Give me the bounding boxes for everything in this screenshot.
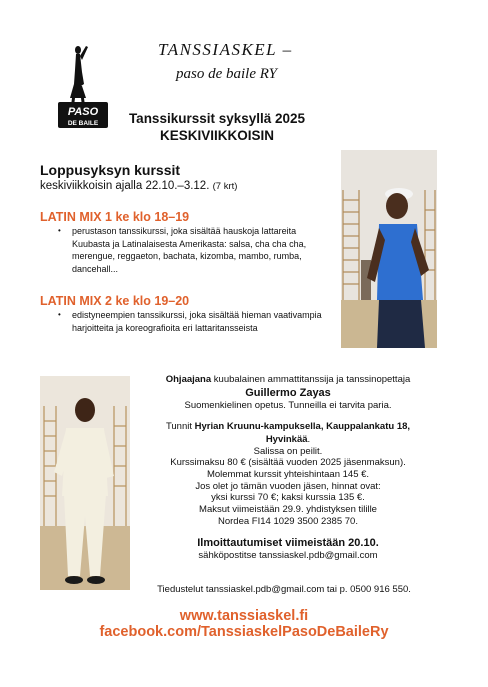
fee-line-4: yksi kurssi 70 €; kaksi kurssia 135 €. [211,492,365,504]
fee-info [148,457,428,528]
instructor-photo-white-suit [40,376,130,590]
teacher-intro-line [148,374,428,387]
fee-line-2: Molemmat kurssit yhteishintaan 145 €. [206,468,370,480]
teacher-language-note: Suomenkielinen opetus. Tunneilla ei tarvita paria. [184,399,392,411]
main-heading-line1: Tanssikurssit syksyllä 2025 [128,111,306,126]
main-heading [122,110,312,144]
svg-text:PASO: PASO [67,106,99,118]
venue-line [148,421,428,446]
facebook-link[interactable]: facebook.com/TanssiaskelPasoDeBaileRy [99,624,389,640]
venue-suffix: . [307,433,311,445]
course-1-description [58,225,334,275]
venue-prefix: Tunnit [165,421,195,432]
organization-title: TANSSIASKEL – [158,40,293,59]
course-1-title: LATIN MIX 1 ke klo 18–19 [40,210,190,224]
course-1-description-text: perustason tanssikurssi, joka sisältää hauskoja lattareita Kuubasta ja Latinalaisesta Amerikasta: salsa, cha cha cha, merengue, reggaeton, bachata, kizomba, mambo, rumba, dancehall... [72,226,307,274]
main-heading-line2: KESKIVIIKKOISIN [159,128,275,143]
section-dates [40,180,237,192]
venue-info [148,421,428,459]
fee-line-5: Maksut viimeistään 29.9. yhdistyksen tilille [199,504,377,516]
fee-line-6: Nordea FI14 1029 3500 2385 70. [218,515,358,527]
teacher-label: Ohjaajana [165,374,212,385]
signup-deadline: Ilmoittautumiset viimeistään 20.10. [197,537,379,549]
course-2-description-text: edistyneempien tanssikurssi, joka sisältää hieman vaativampia harjoitteita ja koreografioita eri lattaritansseista [72,310,322,333]
fee-line-3: Jos olet jo tämän vuoden jäsen, hinnat ovat: [195,480,381,492]
bullet-icon: • [58,310,61,319]
teacher-intro: kuubalainen ammattitanssija ja tanssinopettaja [211,374,411,385]
teacher-info [148,374,428,412]
section-title: Loppusyksyn kurssit [40,162,181,178]
teacher-name: Guillermo Zayas [245,386,331,399]
section-session-count: (7 krt) [212,181,238,192]
instructor-photo-blue-shirt [341,150,437,348]
course-2-description [58,309,334,334]
venue-note: Salissa on peilit. [253,446,323,457]
signup-email-line: sähköpostitse tanssiaskel.pdb@gmail.com [198,550,378,561]
website-link[interactable]: www.tanssiaskel.fi [179,608,309,624]
venue-place: Hyrian Kruunu-kampuksella, Kauppalankatu 18, Hyvinkää [194,421,411,445]
course-2-title: LATIN MIX 2 ke klo 19–20 [40,294,190,308]
bullet-icon: • [58,226,61,235]
svg-text:DE BAILE: DE BAILE [67,120,99,127]
organization-logo [56,44,110,130]
fee-line-1: Kurssimaksu 80 € (sisältää vuoden 2025 jäsenmaksun). [170,457,406,468]
contact-line: Tiedustelut tanssiaskel.pdb@gmail.com tai p. 0500 916 550. [157,584,411,595]
section-date-range: keskiviikkoisin ajalla 22.10.–3.12. [40,180,210,192]
signup-info [148,537,428,563]
organization-subtitle: paso de baile RY [176,66,277,82]
